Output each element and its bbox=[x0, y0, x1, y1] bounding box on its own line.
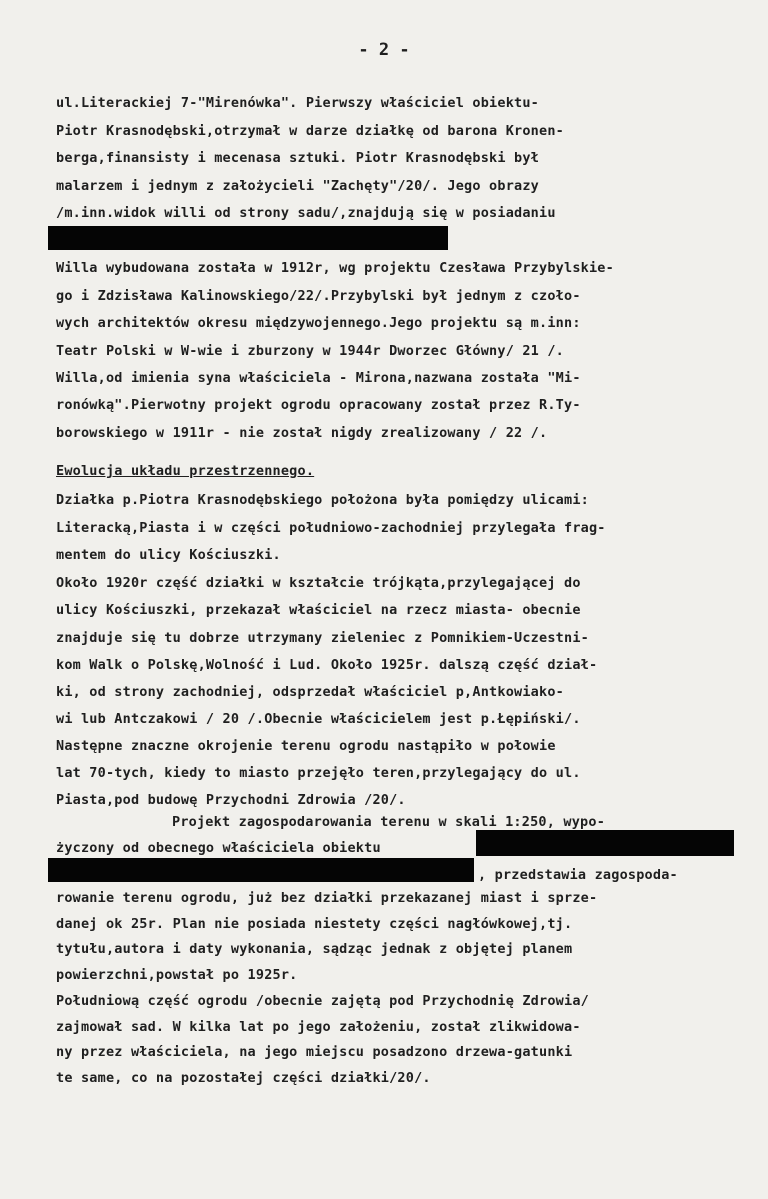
text-line: ronówką".Pierwotny projekt ogrodu opracowany został przez R.Ty- bbox=[56, 397, 581, 413]
text-line: życzony od obecnego właściciela obiektu bbox=[56, 840, 381, 856]
text-line: lat 70-tych, kiedy to miasto przejęło teren,przylegający do ul. bbox=[56, 765, 581, 781]
text-line: zajmował sad. W kilka lat po jego założeniu, został zlikwidowa- bbox=[56, 1019, 581, 1035]
text-line: znajduje się tu dobrze utrzymany zieleniec z Pomnikiem-Uczestni- bbox=[56, 630, 589, 646]
text-line: wi lub Antczakowi / 20 /.Obecnie właścicielem jest p.Łępiński/. bbox=[56, 711, 581, 727]
text-line: Willa,od imienia syna właściciela - Mirona,nazwana została "Mi- bbox=[56, 370, 581, 386]
text-line: malarzem i jednym z założycieli "Zachęty"/20/. Jego obrazy bbox=[56, 178, 540, 194]
redaction-bar bbox=[48, 226, 448, 250]
text-line: /m.inn.widok willi od strony sadu/,znajdują się w posiadaniu bbox=[56, 205, 556, 221]
text-line: Około 1920r część działki w kształcie trójkąta,przylegającej do bbox=[56, 575, 581, 591]
text-line: go i Zdzisława Kalinowskiego/22/.Przybylski był jednym z czoło- bbox=[56, 288, 581, 304]
text-line: wych architektów okresu międzywojennego.Jego projektu są m.inn: bbox=[56, 315, 581, 331]
text-line: ul.Literackiej 7-"Mirenówka". Pierwszy właściciel obiektu- bbox=[56, 95, 540, 111]
page-number: - 2 - bbox=[358, 40, 410, 60]
section-heading: Ewolucja układu przestrzennego. bbox=[56, 463, 315, 479]
text-line: rowanie terenu ogrodu, już bez działki przekazanej miast i sprze- bbox=[56, 890, 598, 906]
text-line: Piotr Krasnodębski,otrzymał w darze działkę od barona Kronen- bbox=[56, 123, 564, 139]
text-line: berga,finansisty i mecenasa sztuki. Piotr Krasnodębski był bbox=[56, 150, 540, 166]
text-line: Literacką,Piasta i w części południowo-zachodniej przylegała frag- bbox=[56, 520, 606, 536]
text-line: Willa wybudowana została w 1912r, wg projektu Czesława Przybylskie- bbox=[56, 260, 614, 276]
redaction-bar bbox=[476, 830, 734, 856]
text-line: Teatr Polski w W-wie i zburzony w 1944r Dworzec Główny/ 21 /. bbox=[56, 343, 564, 359]
text-line: , przedstawia zagospoda- bbox=[478, 867, 678, 883]
text-line: danej ok 25r. Plan nie posiada niestety części nagłówkowej,tj. bbox=[56, 916, 573, 932]
text-line: Projekt zagospodarowania terenu w skali 1:250, wypo- bbox=[172, 814, 606, 830]
text-line: Następne znaczne okrojenie terenu ogrodu nastąpiło w połowie bbox=[56, 738, 556, 754]
text-line: tytułu,autora i daty wykonania, sądząc jednak z objętej planem bbox=[56, 941, 573, 957]
text-line: te same, co na pozostałej części działki/20/. bbox=[56, 1070, 431, 1086]
text-line: Piasta,pod budowę Przychodni Zdrowia /20/. bbox=[56, 792, 406, 808]
redaction-bar bbox=[48, 858, 474, 882]
text-line: powierzchni,powstał po 1925r. bbox=[56, 967, 298, 983]
text-line: Południową część ogrodu /obecnie zajętą pod Przychodnię Zdrowia/ bbox=[56, 993, 589, 1009]
text-line: borowskiego w 1911r - nie został nigdy zrealizowany / 22 /. bbox=[56, 425, 548, 441]
text-line: mentem do ulicy Kościuszki. bbox=[56, 547, 281, 563]
text-line: ki, od strony zachodniej, odsprzedał właściciel p,Antkowiako- bbox=[56, 684, 564, 700]
text-line: Działka p.Piotra Krasnodębskiego położona była pomiędzy ulicami: bbox=[56, 492, 589, 508]
text-line: ny przez właściciela, na jego miejscu posadzono drzewa-gatunki bbox=[56, 1044, 573, 1060]
text-line: ulicy Kościuszki, przekazał właściciel na rzecz miasta- obecnie bbox=[56, 602, 581, 618]
text-line: kom Walk o Polskę,Wolność i Lud. Około 1925r. dalszą część dział- bbox=[56, 657, 598, 673]
